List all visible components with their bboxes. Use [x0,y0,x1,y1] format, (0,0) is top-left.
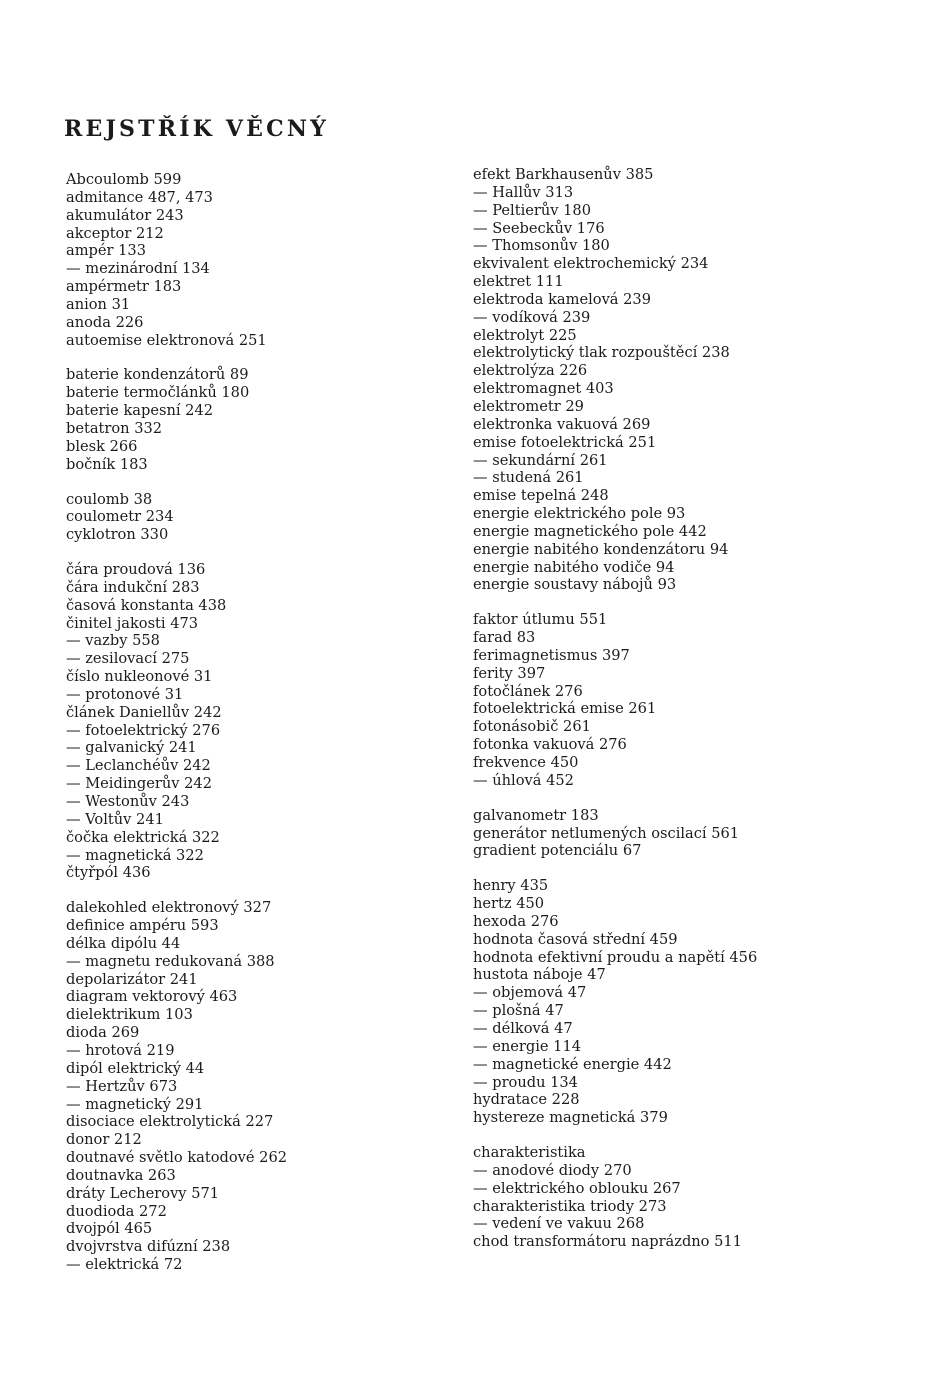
index-entry: betatron 332 [66,419,163,437]
index-entry: farad 83 [473,629,536,647]
index-entry: — Peltierův 180 [473,201,591,219]
index-entry: energie nabitého vodiče 94 [473,558,675,576]
index-entry: fotoelektrická emise 261 [473,700,657,718]
index-entry: — elektrická 72 [66,1256,183,1274]
index-entry: dalekohled elektronový 327 [66,899,272,917]
index-entry: akumulátor 243 [66,206,184,224]
index-entry: dráty Lecherovy 571 [66,1184,220,1202]
index-entry: — Meidingerův 242 [66,775,212,793]
index-column-right [473,166,893,1268]
index-entry: — úhlová 452 [473,771,574,789]
index-entry: efekt Barkhausenův 385 [473,166,654,183]
index-entry: charakteristika [473,1144,586,1162]
index-entry: — Hertzův 673 [66,1077,178,1095]
index-entry: elektronka vakuová 269 [473,415,651,433]
index-entry: dielektrikum 103 [66,1006,193,1024]
index-entry: — studená 261 [473,469,584,487]
index-entry: — plošná 47 [473,1002,564,1020]
index-entry: cyklotron 330 [66,526,169,544]
index-entry: — sekundární 261 [473,451,608,469]
index-entry: čára indukční 283 [66,578,200,596]
index-entry: autoemise elektronová 251 [66,331,267,349]
index-entry: — galvanický 241 [66,739,197,757]
index-entry: doutnavka 263 [66,1166,176,1184]
index-entry: elektret 111 [473,273,564,291]
index-entry: — vedení ve vakuu 268 [473,1215,645,1233]
index-entry: hydratace 228 [473,1091,580,1109]
index-entry: — fotoelektrický 276 [66,721,221,739]
index-entry: — Thomsonův 180 [473,237,610,255]
index-entry: baterie kapesní 242 [66,402,214,420]
index-entry: — Hallův 313 [473,183,574,201]
index-entry: — délková 47 [473,1019,573,1037]
index-entry: gradient potenciálu 67 [473,842,642,860]
index-entry: disociace elektrolytická 227 [66,1113,274,1131]
index-entry: — Leclanchéův 242 [66,757,211,775]
index-entry: ekvivalent elektrochemický 234 [473,255,709,273]
index-entry: — hrotová 219 [66,1041,175,1059]
index-entry: — magnetická 322 [66,846,204,864]
index-entry: chod transformátoru naprázdno 511 [473,1233,742,1251]
index-entry: baterie kondenzátorů 89 [66,366,249,384]
index-entry: — magnetický 291 [66,1095,204,1113]
index-entry: akceptor 212 [66,224,164,242]
index-entry: hustota náboje 47 [473,966,606,984]
index-entry: frekvence 450 [473,754,579,771]
index-entry: charakteristika triody 273 [473,1197,667,1215]
index-entry: admitance 487, 473 [66,188,213,206]
index-entry: depolarizátor 241 [66,970,198,988]
index-entry: blesk 266 [66,437,138,455]
index-entry: elektrolyt 225 [473,326,577,344]
index-entry: emise fotoelektrická 251 [473,433,657,451]
index-entry: — Seebeckův 176 [473,219,605,237]
index-entry: ferimagnetismus 397 [473,646,630,664]
index-entry: číslo nukleonové 31 [66,668,213,686]
index-entry: definice ampéru 593 [66,917,219,935]
index-group [66,561,466,882]
index-entry: — vazby 558 [66,632,160,650]
index-entry: — magnetu redukovaná 388 [66,952,275,970]
index-entry: baterie termočlánků 180 [66,384,250,402]
index-entry: elektromagnet 403 [473,380,614,398]
index-entry: čára proudová 136 [66,561,206,579]
index-entry: coulometr 234 [66,508,174,526]
index-entry: — elektrického oblouku 267 [473,1179,681,1197]
index-entry: fotočlánek 276 [473,682,583,700]
index-entry: ampérmetr 183 [66,278,182,296]
index-entry: — Voltův 241 [66,810,164,828]
index-entry: anion 31 [66,295,131,313]
index-entry: bočník 183 [66,455,148,473]
index-entry: — anodové diody 270 [473,1161,632,1179]
index-group [473,611,893,789]
index-entry: ferity 397 [473,664,546,682]
index-entry: emise tepelná 248 [473,487,609,505]
index-group [473,877,893,1127]
index-entry: Abcoulomb 599 [66,171,182,188]
index-group [66,171,466,349]
index-group [473,1144,893,1251]
index-entry: — proudu 134 [473,1073,578,1091]
index-entry: dvojvrstva difúzní 238 [66,1238,231,1256]
index-entry: hexoda 276 [473,912,559,930]
index-entry: časová konstanta 438 [66,596,227,614]
index-entry: dvojpól 465 [66,1220,153,1238]
index-entry: — objemová 47 [473,984,587,1002]
index-entry: energie magnetického pole 442 [473,522,707,540]
index-entry: galvanometr 183 [473,806,599,824]
index-entry: dioda 269 [66,1024,140,1042]
index-entry: diagram vektorový 463 [66,988,238,1006]
index-entry: — energie 114 [473,1037,582,1055]
index-entry: hertz 450 [473,895,545,913]
index-entry: — vodíková 239 [473,308,591,326]
index-group [66,491,466,545]
index-entry: čočka elektrická 322 [66,828,220,846]
index-entry: fotonka vakuová 276 [473,736,627,754]
index-entry: anoda 226 [66,313,144,331]
index-entry: generátor netlumených oscilací 561 [473,824,740,842]
index-column-left [66,171,466,1291]
index-entry: čtyřpól 436 [66,864,151,882]
index-entry: činitel jakosti 473 [66,614,199,632]
index-group [66,366,466,473]
index-entry: — protonové 31 [66,685,184,703]
index-group [473,807,893,861]
index-entry: hystereze magnetická 379 [473,1109,668,1127]
page-title: REJSTŘÍK VĚCNÝ [64,116,330,142]
index-entry: ampér 133 [66,242,146,260]
index-entry: délka dipólu 44 [66,934,181,952]
index-entry: — mezinárodní 134 [66,260,210,278]
index-entry: dipól elektrický 44 [66,1059,205,1077]
index-entry: energie soustavy nábojů 93 [473,576,677,594]
index-entry: elektrometr 29 [473,397,584,415]
index-entry: elektroda kamelová 239 [473,290,652,308]
index-entry: energie nabitého kondenzátoru 94 [473,540,729,558]
index-entry: faktor útlumu 551 [473,611,608,629]
index-entry: hodnota efektivní proudu a napětí 456 [473,948,758,966]
index-entry: energie elektrického pole 93 [473,505,686,523]
index-entry: elektrolýza 226 [473,362,588,380]
index-group [66,899,466,1274]
index-entry: článek Daniellův 242 [66,703,222,721]
index-entry: coulomb 38 [66,490,153,508]
index-entry: — Westonův 243 [66,793,190,810]
index-group [473,166,893,594]
index-entry: elektrolytický tlak rozpouštěcí 238 [473,344,730,362]
index-entry: doutnavé světlo katodové 262 [66,1149,288,1167]
index-entry: — magnetické energie 442 [473,1055,672,1073]
index-entry: donor 212 [66,1131,142,1149]
index-entry: henry 435 [473,877,549,895]
index-entry: fotonásobič 261 [473,718,591,736]
index-entry: — zesilovací 275 [66,650,190,668]
index-entry: hodnota časová střední 459 [473,930,678,948]
index-entry: duodioda 272 [66,1202,167,1220]
